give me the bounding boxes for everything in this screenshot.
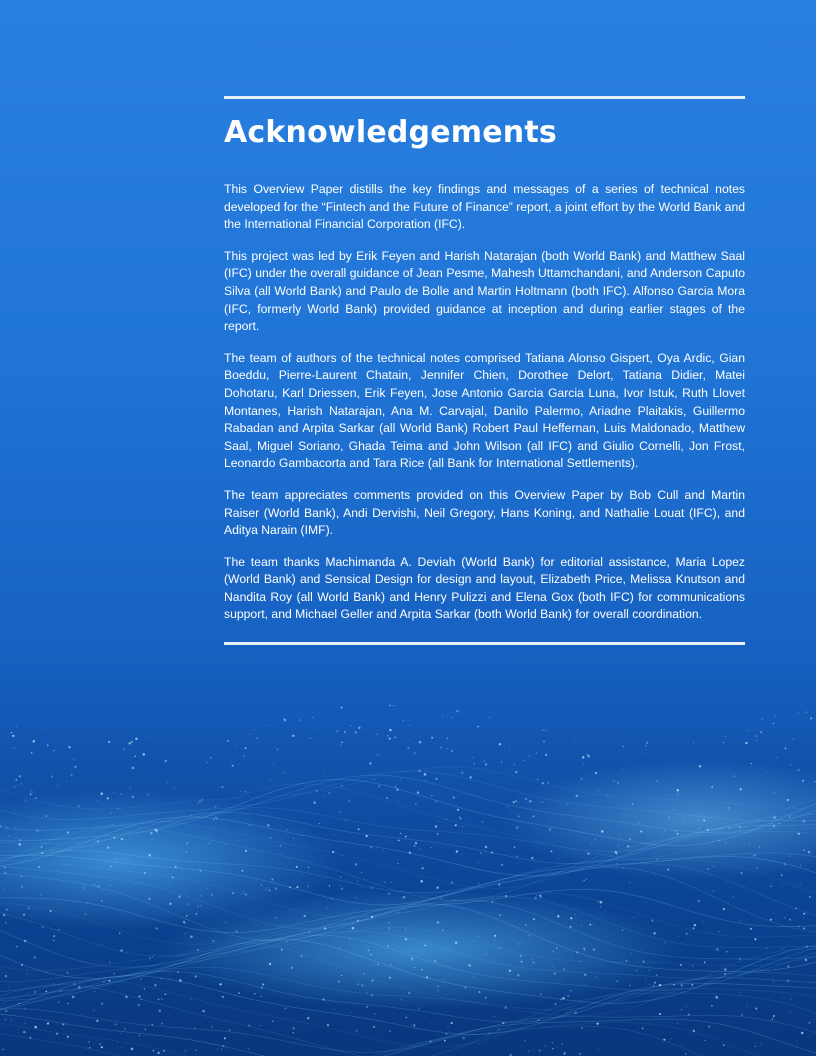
bottom-divider [224,642,745,645]
paragraph-leadership: This project was led by Erik Feyen and Harish Natarajan (both World Bank) and Matthew Saal (IFC) under the overall guidance of Jean Pesme, Mahesh Uttamchandani, and Anderson Caputo Silva (all World Bank) and Paulo de Bolle and Martin Holtmann (both IFC). Alfonso Garcia Mora (IFC, formerly World Bank) provided guidance at inception and during earlier stages of the report. [224,248,745,334]
paragraph-reviewers: The team appreciates comments provided on this Overview Paper by Bob Cull and Martin Raiser (World Bank), Andi Dervishi, Neil Gregory, Hans Koning, and Nathalie Louat (IFC), and Aditya Narain (IMF). [224,487,745,538]
top-divider [224,96,745,99]
paragraph-authors: The team of authors of the technical notes comprised Tatiana Alonso Gispert, Oya Ardic, Gian Boeddu, Pierre-Laurent Chatain, Jennifer Chien, Dorothee Delort, Tatiana Didier, Matei Dohotaru, Karl Driessen, Erik Feyen, Jose Antonio Garcia Garcia Luna, Ivor Istuk, Ruth Llovet Montanes, Harish Natarajan, Ana M. Carvajal, Danilo Palermo, Ariadne Plaitakis, Guillermo Rabadan and Arpita Sarkar (all World Bank) Robert Paul Heffernan, Luis Maldonado, Matthew Saal, Miguel Soriano, Ghada Teima and John Wilson (all IFC) and Giulio Cornelli, Jon Frost, Leonardo Gambacorta and Tara Rice (all Bank for International Settlements). [224,350,745,471]
paragraph-overview: This Overview Paper distills the key findings and messages of a series of technical notes developed for the “Fintech and the Future of Finance” report, a joint effort by the World Bank and the International Financial Corporation (IFC). [224,182,745,232]
paragraph-support: The team thanks Machimanda A. Deviah (World Bank) for editorial assistance, Maria Lopez (World Bank) and Sensical Design for design and layout, Elizabeth Price, Melissa Knutson and Nandita Roy (all World Bank) and Henry Pulizzi and Elena Gox (both IFC) for communications support, and Michael Geller and Arpita Sarkar (both World Bank) for overall coordination. [224,554,745,622]
acknowledgements-section [224,96,745,645]
page-title: Acknowledgements [224,115,557,150]
